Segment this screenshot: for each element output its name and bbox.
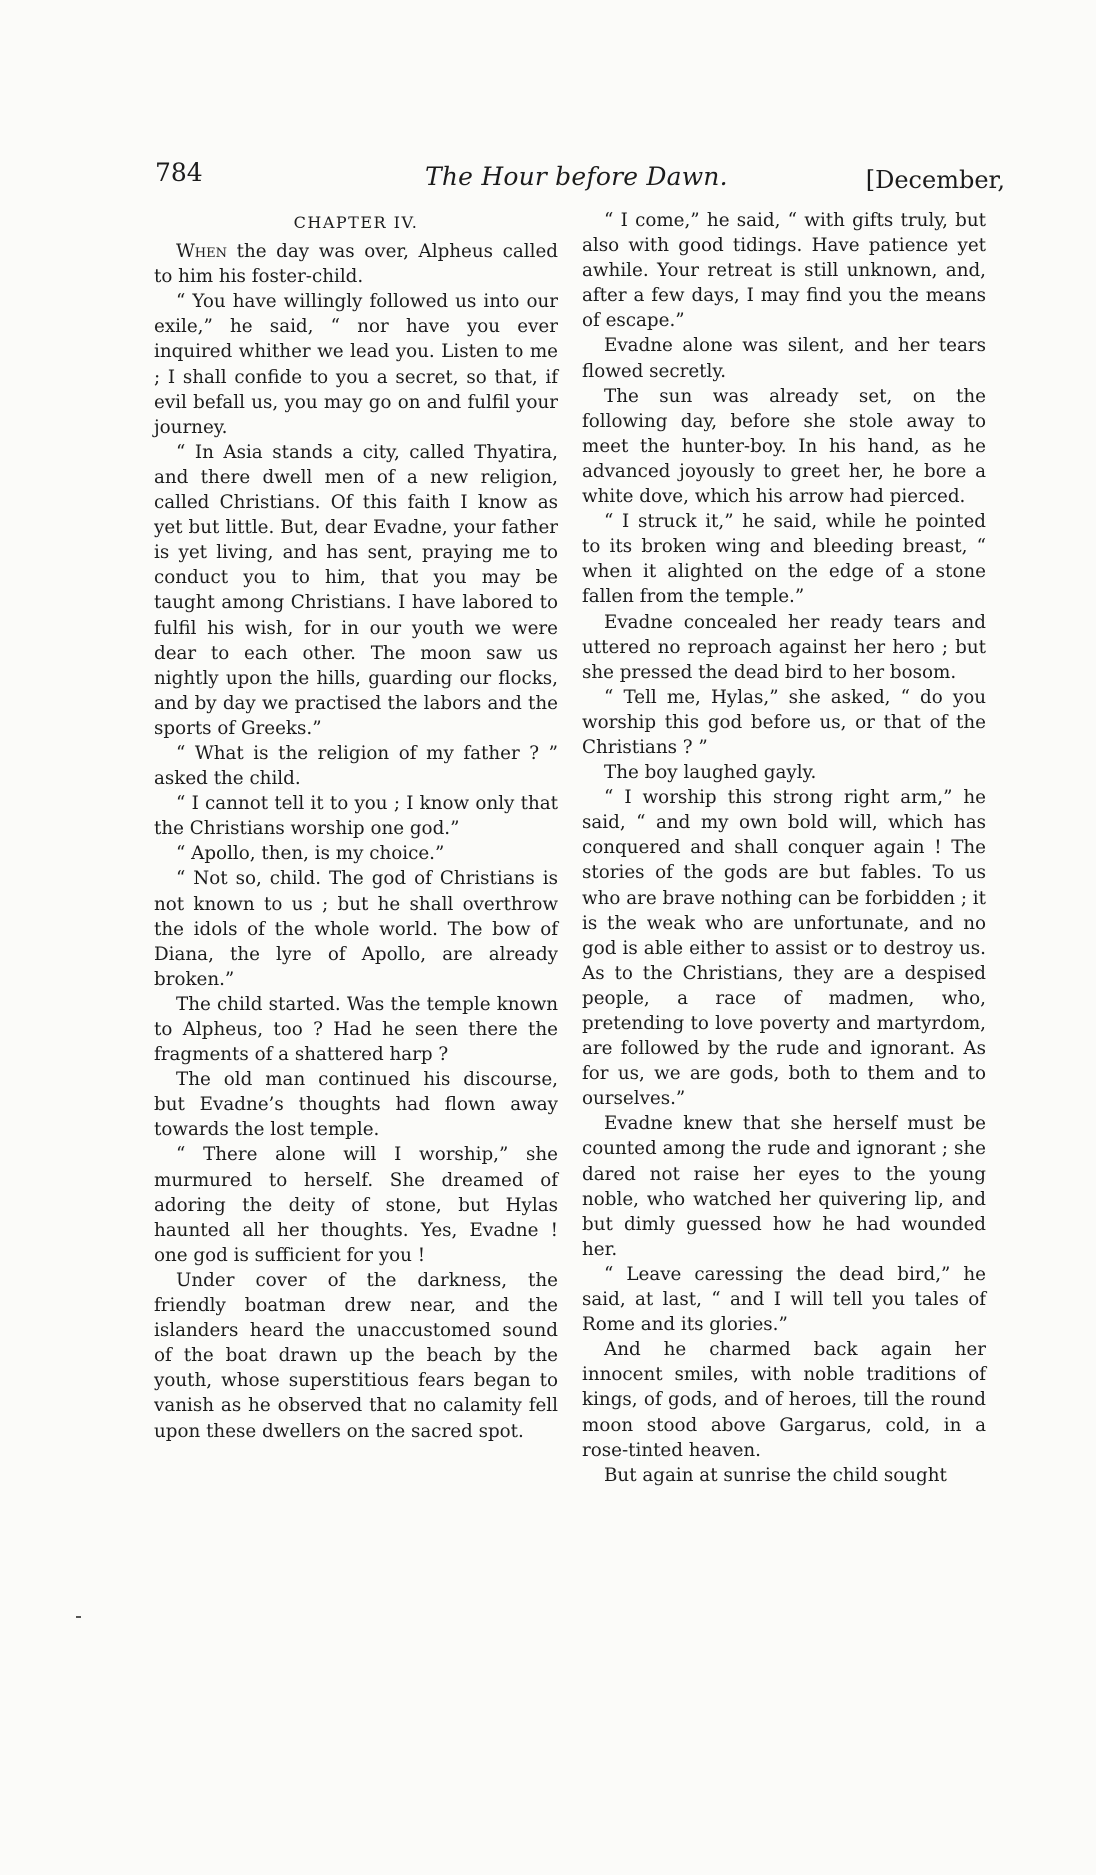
paragraph: Evadne concealed her ready tears and uttered no reproach against her hero ; but she pressed the dead bird to her bosom. [582,611,986,683]
paragraph-text: the day was over, Alpheus called to him his foster-child. [154,241,558,288]
paragraph: “ I come,” he said, “ with gifts truly, but also with good tidings. Have patience yet awhile. Your retreat is still unknown, and, after a few days, I may find you the means of escape.” [582,210,986,332]
right-column [582,208,986,1488]
paragraph: “ There alone will I worship,” she murmured to herself. She dreamed of adoring the deity of stone, but Hylas haunted all her thoughts. Yes, Evadne ! one god is sufficient for you ! [154,1144,558,1266]
chapter-heading: CHAPTER IV. [293,213,419,232]
paragraph: Evadne knew that she herself must be counted among the rude and ignorant ; she dared not raise her eyes to the young noble, who watched her quivering lip, and but dimly guessed how he had wounded her. [582,1113,986,1260]
paragraph: “ You have willingly followed us into our exile,” he said, “ nor have you ever inquired whither we lead you. Listen to me ; I shall confide to you a secret, so that, if evil befall us, you may go on and fulfil your journey. [154,291,558,438]
paragraph: The child started. Was the temple known to Alpheus, too ? Had he seen there the fragments of a shattered harp ? [154,993,558,1066]
drop-word: When [176,241,227,263]
paragraph: “ Tell me, Hylas,” she asked, “ do you worship this god before us, or that of the Christians ? ” [582,686,986,758]
running-date: [December, [865,166,1005,194]
paragraph: “ Apollo, then, is my choice.” [176,843,445,865]
paragraph: The sun was already set, on the following day, before she stole away to meet the hunter-boy. In his hand, as he advanced joyously to greet her, he bore a white dove, which his arrow had pierced. [582,385,986,508]
paragraph: And he charmed back again her innocent smiles, with noble traditions of kings, of gods, and of heroes, till the round moon stood above Gargarus, cold, in a rose-tinted heaven. [582,1339,986,1461]
paragraph: “ I worship this strong right arm,” he said, “ and my own bold will, which has conquered and shall conquer again ! The stories of the gods are but fables. To us who are brave nothing can be forbidden ; it is the weak who are unfortunate, and no god is able either to assist or to destroy us. As to the Christians, they are a despised people, a race of madmen, who, pretending to love poverty and martyrdom, are followed by the rude and ignorant. As for us, we are gods, both to them and to ourselves.” [582,787,986,1110]
paragraph: “ What is the religion of my father ? ” asked the child. [154,742,558,790]
paragraph: “ I cannot tell it to you ; I know only that the Christians worship one god.” [154,793,558,840]
paragraph: Evadne alone was silent, and her tears flowed secretly. [582,335,986,382]
paragraph: The old man continued his discourse, but Evadne’s thoughts had flown away towards the lost temple. [154,1069,558,1141]
paragraph [154,239,558,289]
paragraph: But again at sunrise the child sought [604,1464,947,1486]
paragraph: “ Not so, child. The god of Christians is not known to us ; but he shall overthrow the idols of the whole world. The bow of Diana, the lyre of Apollo, are already broken.” [154,868,558,990]
page-number: 784 [155,158,203,187]
paragraph: “ Leave caressing the dead bird,” he said, at last, “ and I will tell you tales of Rome and its glories.” [582,1263,986,1336]
running-title: The Hour before Dawn. [425,162,728,191]
scan-speck [76,1616,81,1618]
left-column [154,208,558,1444]
paragraph: Under cover of the darkness, the friendly boatman drew near, and the islanders heard the unaccustomed sound of the boat drawn up the beach by the youth, whose superstitious fears began to vanish as he observed that no calamity fell upon these dwellers on the sacred spot. [154,1269,558,1442]
paragraph: “ In Asia stands a city, called Thyatira, and there dwell men of a new religion, called Christians. Of this faith I know as yet but little. But, dear Evadne, your father is yet living, and has sent, praying me to conduct you to him, that you may be taught among Christians. I have labored to fulfil his wish, for in our youth we were dear to each other. The moon saw us nightly upon the hills, guarding our flocks, and by day we practised the labors and the sports of Greeks.” [154,441,558,739]
paragraph: The boy laughed gayly. [604,762,817,784]
paragraph: “ I struck it,” he said, while he pointed to its broken wing and bleeding breast, “ when it alighted on the edge of a stone fallen from the temple.” [582,511,986,608]
running-header [155,158,1005,198]
